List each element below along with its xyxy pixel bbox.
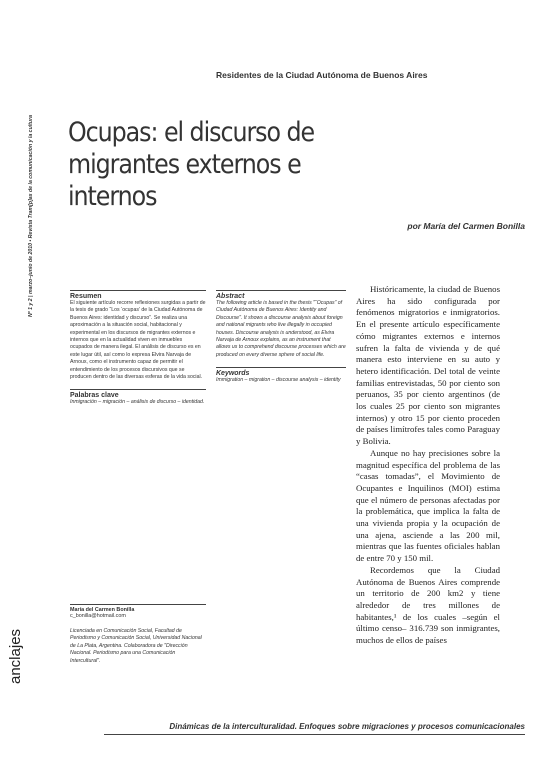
palabras-clave-rule (70, 389, 206, 390)
running-footer: Dinámicas de la interculturalidad. Enfoques sobre migraciones y procesos comunicacionales (169, 722, 525, 731)
footer-rule (104, 734, 525, 735)
abstract-heading: Abstract (216, 293, 245, 300)
palabras-clave-text: Inmigración – migración – análisis de discurso – identidad. (70, 399, 205, 406)
abstract-block (216, 290, 346, 385)
body-paragraph-2: Aunque no hay precisiones sobre la magnitud específica del problema de las “casas tomadas”, el Movimiento de Ocupantes e Inquilinos (MOI) estima que el número de personas afectadas por la problemática, que implica la falta de una vivienda propia y la ocupación de una ajena, asciende a las 200 mil, mientras que las fuentes oficiales hablan de entre 70 y 150 mil. (356, 447, 500, 564)
abstract-rule (216, 290, 346, 291)
running-header: Residentes de la Ciudad Autónoma de Buenos Aires (216, 70, 428, 80)
bio-rule (70, 604, 206, 605)
keywords-text: Immigration – migration – discourse analysis – identity (216, 377, 341, 384)
abstract-text: The following article is based in the thesis "“Ocupas” of Ciudad Autónoma de Buenos Aires: Identity and Discourse". It shows a discourse analysis about foreign and national migrants who live illegally in occupied houses. Discourse analysis is understood, as Elvira Narvaja de Arnoux explains, as an instrument that allows us to comprehend discourse processes which are produced on every diverse sphere of social life. (216, 300, 346, 358)
resumen-block (70, 290, 206, 407)
palabras-clave-heading: Palabras clave (70, 392, 119, 400)
bio-email-link[interactable]: c_bonilla@hotmail.com (70, 613, 126, 619)
journal-issue-vertical-label (28, 72, 42, 322)
article-body (356, 284, 500, 647)
section-brand-vertical (4, 628, 28, 688)
bio-name: María del Carmen Bonilla (70, 607, 135, 613)
body-paragraph-3: Recordemos que la Ciudad Autónoma de Buenos Aires comprende un territorio de 200 km2 y tiene alrededor de tres millones de habitantes,¹ de los cuales –según el último censo– 316.739 son inmigrantes, muchos de ellos de países (356, 564, 500, 646)
resumen-text: El siguiente artículo recorre reflexiones surgidas a partir de la tesis de grado “Los ‘ocupas’ de la Ciudad Autónoma de Buenos Aires: identidad y discurso”. Se realiza una aproximación a la situación social, habitacional y experimental en los discursos de migrantes externos e internos que en la actualidad viven en inmuebles ocupados de manera ilegal. El análisis de discurso es en este lugar útil, así como lo expresa Elvira Narvaja de Arnoux, como el instrumento capaz de permitir el entendimiento de los procesos discursivos que se producen dentro de las diversas esferas de la vida social. (70, 300, 206, 381)
section-brand-text: anclajes (7, 628, 24, 684)
body-paragraph-1: Históricamente, la ciudad de Buenos Aires ha sido configurada por fenómenos migratorios e inmigratorios. En el presente artículo específicamente cómo migrantes externos e internos sufren la falta de vivienda y de qué manera esto interviene en su auto y hetero identificación. Del total de veinte familias entrevistadas, 50 por ciento son peruanos, 35 por ciento argentinos (de los cuales 25 por ciento son migrantes internos) y otro 15 por ciento proceden de países limítrofes tales como Paraguay y Bolivia. (356, 284, 500, 447)
article-author: por María del Carmen Bonilla (407, 221, 525, 231)
resumen-rule (70, 290, 206, 291)
keywords-rule (216, 367, 346, 368)
article-title: Ocupas: el discurso de migrantes externos e internos (68, 117, 315, 212)
author-bio (70, 604, 206, 665)
resumen-heading: Resumen (70, 293, 102, 300)
bio-description: Licenciada en Comunicación Social, Facultad de Periodismo y Comunicación Social, Universidad Nacional de La Plata, Argentina. Colaboradora de "Dirección Nacional. Periodismo para una Comunicación Intercultural". (70, 628, 202, 664)
journal-issue-text: Nº 1 y 2 | marzo–junio de 2010 • Revista Tram[p]as de la comunicación y la cultura (28, 115, 34, 317)
keywords-heading: Keywords (216, 370, 250, 378)
